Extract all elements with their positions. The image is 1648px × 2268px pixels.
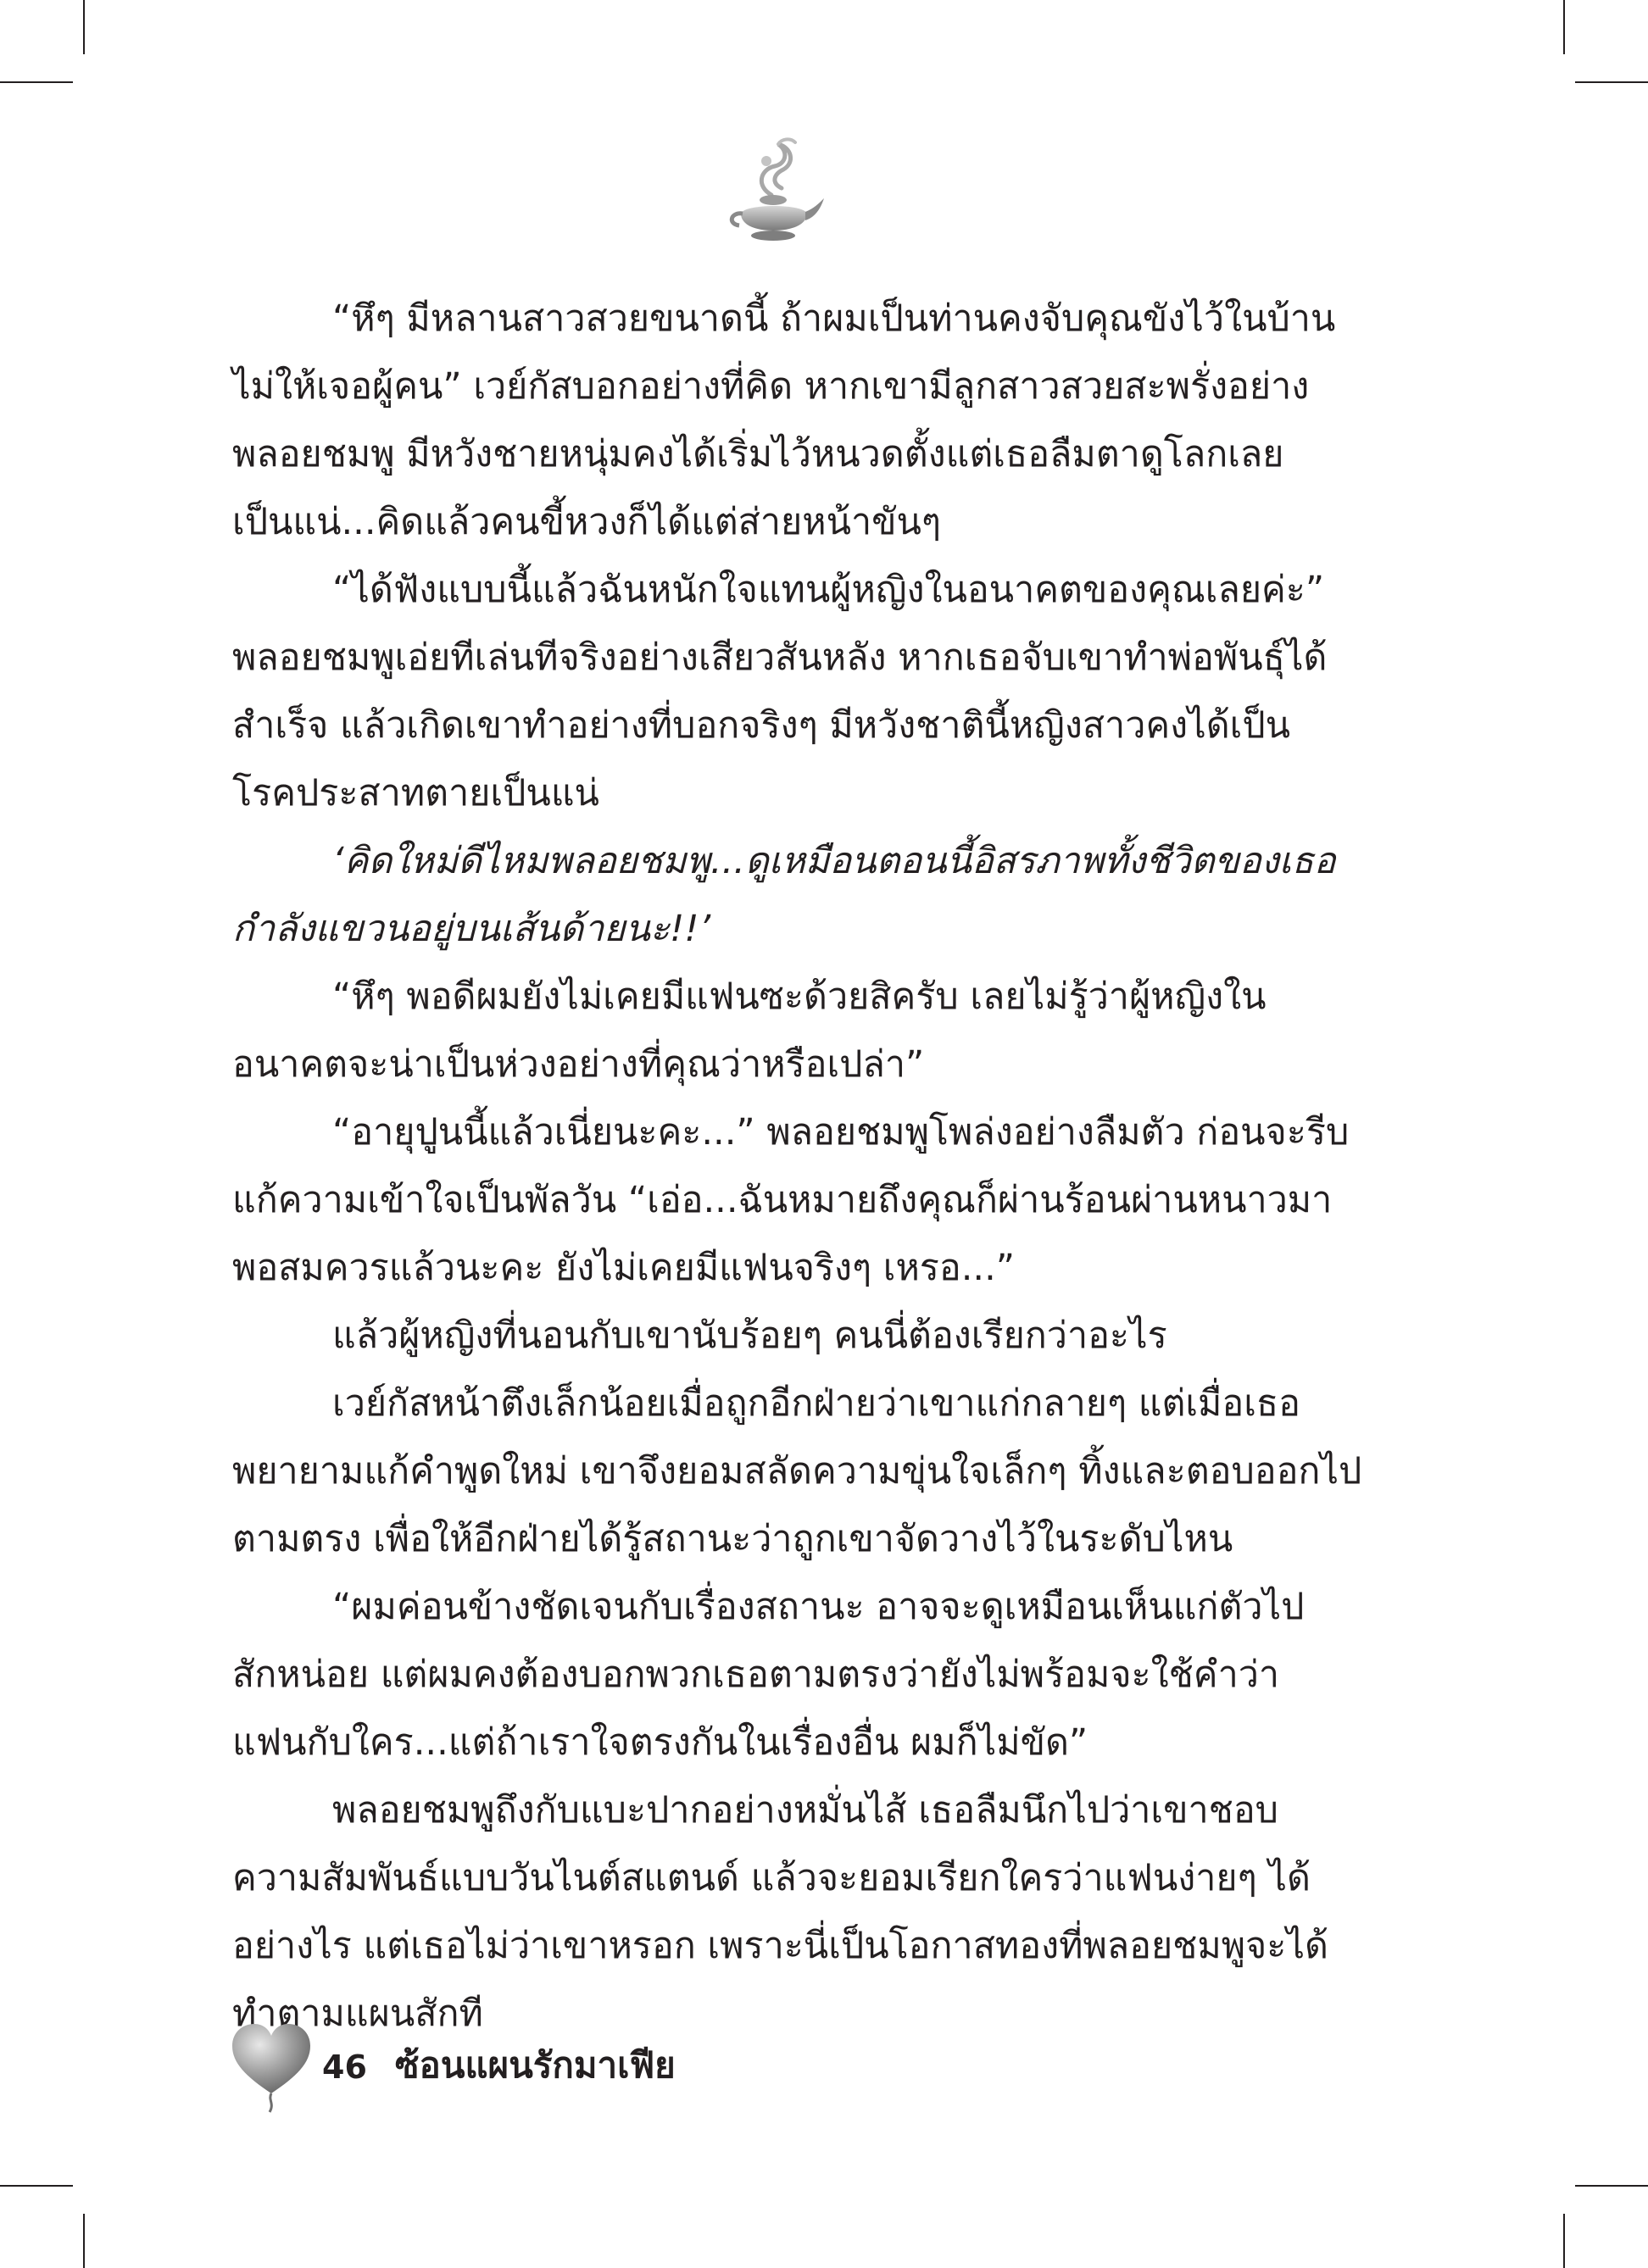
- paragraph-line: พอสมควรแล้วนะคะ ยังไม่เคยมีแฟนจริงๆ เหรอ...”: [232, 1247, 1016, 1289]
- page-number: 46: [322, 2048, 367, 2086]
- paragraph-line: โรคประสาทตายเป็นแน่: [232, 772, 599, 814]
- paragraph-line: “หึๆ มีหลานสาวสวยขนาดนี้ ถ้าผมเป็นท่านคงจับคุณขังไว้ในบ้าน: [332, 297, 1336, 340]
- paragraph-line: พลอยชมพูเอ่ยทีเล่นทีจริงอย่างเสียวสันหลัง หากเธอจับเขาทำพ่อพันธุ์ได้: [232, 636, 1328, 679]
- paragraph-line: อย่างไร แต่เธอไม่ว่าเขาหรอก เพราะนี่เป็นโอกาสทองที่พลอยชมพูจะได้: [232, 1925, 1328, 1967]
- paragraph-line: ทำตามแผนสักที: [232, 1993, 483, 2035]
- paragraph-line: พลอยชมพู มีหวังชายหนุ่มคงได้เริ่มไว้หนวดตั้งแต่เธอลืมตาดูโลกเลย: [232, 433, 1284, 475]
- paragraph-line: เวย์กัสหน้าตึงเล็กน้อยเมื่อถูกอีกฝ่ายว่าเขาแก่กลายๆ แต่เมื่อเธอ: [332, 1382, 1300, 1425]
- crop-mark-bottom-right: [1563, 2214, 1565, 2268]
- paragraph-line: แฟนกับใคร...แต่ถ้าเราใจตรงกันในเรื่องอื่น ผมก็ไม่ขัด”: [232, 1721, 1088, 1764]
- book-title: ซ้อนแผนรักมาเฟีย: [395, 2044, 676, 2086]
- paragraph-line: “ผมค่อนข้างชัดเจนกับเรื่องสถานะ อาจจะดูเหมือนเห็นแก่ตัวไป: [332, 1586, 1305, 1628]
- crop-mark-bottom-left-h: [0, 2185, 73, 2187]
- paragraph-line: พยายามแก้คำพูดใหม่ เขาจึงยอมสลัดความขุ่นใจเล็กๆ ทิ้งและตอบออกไป: [232, 1450, 1362, 1493]
- paragraph-line: แล้วผู้หญิงที่นอนกับเขานับร้อยๆ คนนี่ต้องเรียกว่าอะไร: [332, 1315, 1167, 1357]
- thought-line: กำลังแขวนอยู่บนเส้นด้ายนะ!!’: [232, 908, 711, 950]
- paragraph-line: “หึๆ พอดีผมยังไม่เคยมีแฟนซะด้วยสิครับ เลยไม่รู้ว่าผู้หญิงใน: [332, 976, 1267, 1018]
- crop-mark-bottom-right-h: [1575, 2185, 1648, 2187]
- crop-mark-top-left-h: [0, 81, 73, 83]
- chapter-body-text: [232, 285, 1362, 2048]
- thought-line: ‘คิดใหม่ดีไหมพลอยชมพู...ดูเหมือนตอนนี้อิสรภาพทั้งชีวิตของเธอ: [332, 840, 1336, 882]
- paragraph-line: เป็นแน่...คิดแล้วคนขี้หวงก็ได้แต่ส่ายหน้าขันๆ: [232, 501, 942, 543]
- heart-balloon-icon: [229, 2021, 314, 2115]
- paragraph-line: สำเร็จ แล้วเกิดเขาทำอย่างที่บอกจริงๆ มีหวังชาตินี้หญิงสาวคงได้เป็น: [232, 704, 1291, 747]
- paragraph-line: “อายุปูนนี้แล้วเนี่ยนะคะ...” พลอยชมพูโพล่งอย่างลืมตัว ก่อนจะรีบ: [332, 1111, 1350, 1153]
- paragraph-line: พลอยชมพูถึงกับแบะปากอย่างหมั่นไส้ เธอลืมนึกไปว่าเขาชอบ: [332, 1789, 1278, 1832]
- paragraph-line: ไม่ให้เจอผู้คน” เวย์กัสบอกอย่างที่คิด หากเขามีลูกสาวสวยสะพรั่งอย่าง: [232, 365, 1310, 408]
- crop-mark-bottom-left: [83, 2214, 85, 2268]
- paragraph-line: “ได้ฟังแบบนี้แล้วฉันหนักใจแทนผู้หญิงในอนาคตของคุณเลยค่ะ”: [332, 569, 1325, 611]
- crop-mark-top-right-h: [1575, 81, 1648, 83]
- paragraph-line: ความสัมพันธ์แบบวันไนต์สแตนด์ แล้วจะยอมเรียกใครว่าแฟนง่ายๆ ได้: [232, 1857, 1311, 1899]
- paragraph-line: อนาคตจะน่าเป็นห่วงอย่างที่คุณว่าหรือเปล่า”: [232, 1043, 925, 1086]
- paragraph-line: ตามตรง เพื่อให้อีกฝ่ายได้รู้สถานะว่าถูกเขาจัดวางไว้ในระดับไหน: [232, 1518, 1233, 1560]
- crop-mark-top-left: [83, 0, 85, 54]
- genie-lamp-icon: [722, 136, 827, 244]
- crop-mark-top-right: [1563, 0, 1565, 54]
- page-footer: [229, 2021, 992, 2122]
- paragraph-line: แก้ความเข้าใจเป็นพัลวัน “เอ่อ...ฉันหมายถึงคุณก็ผ่านร้อนผ่านหนาวมา: [232, 1179, 1333, 1221]
- paragraph-line: สักหน่อย แต่ผมคงต้องบอกพวกเธอตามตรงว่ายังไม่พร้อมจะใช้คำว่า: [232, 1654, 1280, 1696]
